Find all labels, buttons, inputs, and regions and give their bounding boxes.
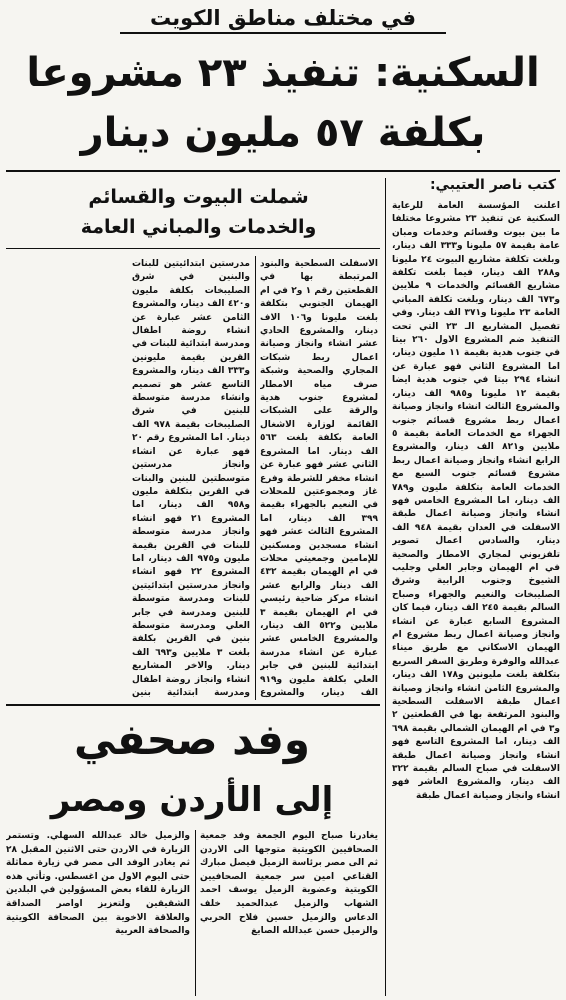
main-headline-line2: بكلفة ٥٧ مليون دينار <box>80 110 486 156</box>
byline: كتب ناصر العتيبي: <box>429 177 556 193</box>
kicker-headline: في مختلف مناطق الكويت <box>120 4 446 34</box>
headline-divider <box>6 170 560 172</box>
column-divider-main <box>385 178 386 996</box>
article-column-b <box>132 258 250 698</box>
article-column-a <box>260 258 378 698</box>
box-top-rule <box>6 704 380 706</box>
article-main-text: اعلنت المؤسسة العامة للرعاية السكنية عن تنفيذ ٢٣ مشروعا مختلفا ما بين بيوت وقسائم وخدمات ومبان عامة بقيمة ٥٧ مليونا و٣٣٣ الف دينار، وبلغت تكلفة مشاريع البيوت ٢٤ مليونا و٢٨٨ الف دينار، فيما بلغت تكلفة مشاريع القسائم والخدمات ٩ ملايين و٦٧٣ الف دينار، وبلغت تكلفة المباني العامة ٢٣ مليونا و٣٧١ الف دينار. وفي تفصيل المشاريع الـ ٢٣ التي تحت التنفيذ ضم المشروع الاول ٢٦٠ بيتا في جنوب هدية بقيمة ١١ مليون دينار، اما المشروع الثاني فهو عبارة عن انشاء ٢٩٤ بيتا في جنوب هدية ايضا بقيمة ١٢ مليونا و٩٨٥ الف دينار، والمشروع الثالث انشاء وانجاز وصيانة اعمال ربط مشروع قسائم جنوب الجهراء مع الخدمات العامة بقيمة ٥ ملايين و٨٢١ الف دينار، والمشروع الرابع انشاء وانجاز وصيانة اعمال ربط مشروع قسائم جنوب السبع مع الخدمات العامة بتكلفة مليون و٧٨٩ الف دينار، اما المشروع الخامس فهو انشاء وانجاز وصيانة اعمال طبقة الاسفلت في العدان بقيمة ٩٤٨ الف دينار، والسادس اعمال تصوير تلفزيوني لمجاري الامطار والصحية في ام الهيمان وجابر العلي وجليب الشيوخ وجنوب الرابية وشرق الصليبخات والنعيم والجهراء وصباح السالم بقيمة ٢٤٥ الف دينار، فيما كان المشروع السابع عبارة عن انشاء وانجاز وصيانة اعمال ربط مشروع ام الهيمان الاسكاني مع طريق ميناء عبدالله والوفرة وطريق السفر السريع بتكلفة بلغت مليونين و١٧٨ الف دينار، والمشروع الثامن انشاء وانجاز وصيانة اعمال طبقة الاسفلت السطحية والبنود المرتفعة بها في القطعتين ٢ و٣ في ام الهيمان الشمالي بقيمة ٦٩٨ الف دينار، اما المشروع التاسع فهو انشاء وانجاز وصيانة اعمال طبقة الاسفلت في صباح السالم بقيمة ٣٢٢ الف دينار، والمشروع العاشر فهو انشاء وانجاز وصيانة اعمال طبقة <box>392 201 560 801</box>
column-divider-a <box>255 256 256 700</box>
article-column-main <box>392 200 560 996</box>
subhead-divider <box>6 248 380 249</box>
box-col2-text: والزميل خالد عبدالله السهلي. وتستمر الزيارة في الاردن حتى الاثنين المقبل ٢٨ ثم يغادر الوفد الى مصر في زيارة مماثلة حتى اليوم الاول من اغسطس. وتأتي هذه الزيارة للقاء بعض المسؤولين في البلدين الشقيقين ولتعزيز اواصر الصداقة والعلاقة الاخوية بين الصحافة الكويتية والصحافة العربية <box>6 831 190 937</box>
article-col-a-text: الاسفلت السطحية والبنود المرتبطة بها في القطعتين رقم ١ و٢ في ام الهيمان الجنوبي بتكلفة بلغت مليونا و١٠٦ الاف دينار، والمشروع الحادي عشر انشاء وانجاز وصيانة اعمال ربط شبكات المجاري والصحية وشبكة صرف مياه الامطار لمشروع جنوب هدية والرقة على الشبكات القائمة لوزارة الاشغال العامة بكلفة بلغت ٥٦٣ الف دينار. اما المشروع الثاني عشر فهو عبارة عن انشاء مخفر للشرطة وفرع غاز ومجموعتين للمحلات في النعيم بالجهراء بقيمة ٣٩٩ الف دينار، اما المشروع الثالث عشر فهو انشاء مسجدين ومسكنين للإمامين وجمعيتي محلات في ام الهيمان بقيمة ٤٣٢ الف دينار والرابع عشر انشاء مركز ضاحية رئيسي في ام الهيمان بقيمة ٣ ملايين و٥٢٢ الف دينار، والمشروع الخامس عشر عبارة عن انشاء مدرسة ابتدائية للبنين في جابر العلي بكلفة مليون و٩١٩ الف دينار، والمشروع <box>260 259 378 698</box>
subheadline-line2: والخدمات والمباني العامة <box>80 216 317 238</box>
box-article-col1 <box>200 830 378 998</box>
subheadline-line1: شملت البيوت والقسائم <box>88 186 309 208</box>
box-col1-text: يغادرنا صباح اليوم الجمعة وفد جمعية الصحافيين الكويتية متوجها الى الاردن ثم الى مصر برئاسة الزميل فيصل مبارك القناعي امين سر جمعية الصحافيين الكويتية وعضوية الزميل يوسف احمد الشهاب والزميل عبدالحميد خلف الدعاس والزميل حسين فلاح الحربي والزميل حسن عبدالله الصايغ <box>200 831 378 937</box>
box-column-divider <box>195 830 196 996</box>
article-col-b-text: مدرستين ابتدائيتين للبنات والبنين في شرق الصليبخات بكلفة مليون و٤٢٠ الف دينار، والمشروع الثامن عشر عبارة عن انشاء روضة اطفال ومدرسة ابتدائية للبنات في القرين بقيمة مليونين و٣٣٣ الف دينار، والمشروع التاسع عشر هو تصميم وانشاء مدرسة متوسطة للبنين في شرق الصليبخات بقيمة ٩٧٨ الف دينار. اما المشروع رقم ٢٠ فهو عبارة عن انشاء وانجاز مدرستين متوسطتين للبنين والبنات في القرين بتكلفة مليون و٩٥٨ الف دينار، اما المشروع ٢١ فهو انشاء وانجاز مدرسة متوسطة للبنات في القرين بقيمة مليون و٩٧٥ الف دينار، اما المشروع ٢٢ فهو انشاء وانجاز مدرستين ابتدائيتين للبنات ومدرسة متوسطة للبنين ومدرسة في جابر العلي ومدرسة متوسطة بنين في القرين بكلفة بلغت ٣ ملايين و٦٩٣ الف دينار. والاخر المشاريع انشاء وانجاز روضة اطفال ومدرسة ابتدائية بنين <box>132 259 250 698</box>
box-headline-line1: وفد صحفي <box>73 715 311 764</box>
box-headline-line2: إلى الأردن ومصر <box>50 780 334 820</box>
main-headline-line1: السكنية: تنفيذ ٢٣ مشروعا <box>26 50 540 96</box>
box-article-col2 <box>6 830 190 998</box>
